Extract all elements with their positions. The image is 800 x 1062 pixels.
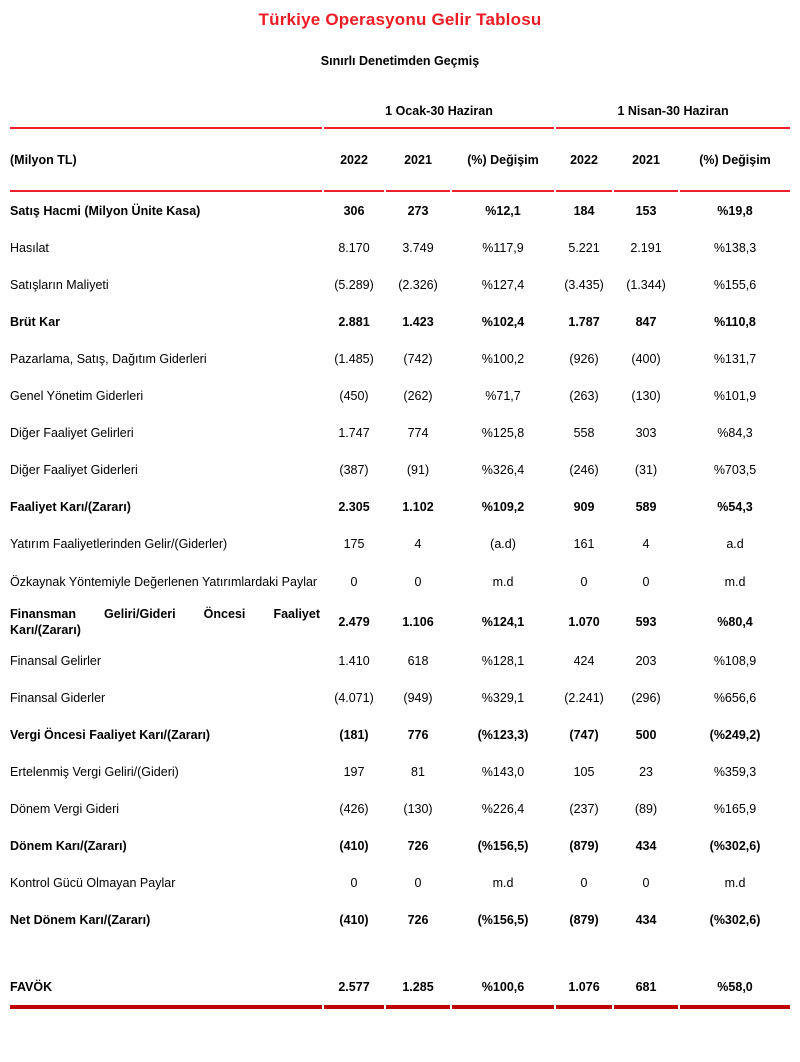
column-header-change-h1: (%) Değişim (452, 129, 554, 192)
group-header-second-quarter: 1 Nisan-30 Haziran (556, 95, 790, 129)
cell-value: (410) (339, 838, 369, 853)
cell-value: 0 (642, 575, 650, 589)
cell-value: %155,6 (713, 277, 757, 292)
cell-value: %143,0 (481, 764, 525, 779)
cell-value: %58,0 (680, 968, 790, 1009)
row-label-cell (10, 642, 322, 679)
cell-value: 105 (573, 764, 595, 779)
row-label-cell (10, 790, 322, 827)
column-header-2022-h1: 2022 (324, 129, 384, 192)
cell-value: (%123,3) (477, 727, 529, 742)
cell-value: 726 (407, 912, 429, 927)
cell-value: %100,2 (481, 351, 525, 366)
row-label: Diğer Faaliyet Giderleri (10, 462, 138, 477)
cell-value: (949) (403, 690, 433, 705)
cell-value: 774 (407, 425, 429, 440)
table-row (10, 562, 790, 602)
group-header-empty-cell (10, 95, 322, 129)
cell-value: (a.d) (490, 536, 516, 551)
cell-value: 618 (407, 653, 429, 668)
cell-value: %124,1 (481, 615, 525, 629)
cell-value: (%156,5) (477, 838, 529, 853)
table-row (10, 602, 790, 642)
cell-value: 1.747 (338, 425, 370, 440)
cell-value: 273 (407, 203, 429, 218)
cell-value: (%302,6) (709, 912, 761, 927)
table-row (10, 414, 790, 451)
table-row (10, 968, 790, 1009)
cell-value: 1.102 (402, 499, 434, 514)
cell-value: %226,4 (481, 801, 525, 816)
cell-value: (263) (569, 388, 599, 403)
row-label-cell (10, 827, 322, 864)
table-gap-cell (10, 938, 790, 968)
cell-value: 0 (642, 875, 650, 890)
row-label: Brüt Kar (10, 314, 61, 329)
cell-value: %131,7 (713, 351, 757, 366)
row-label-cell (10, 602, 322, 642)
cell-value: (400) (631, 351, 661, 366)
table-row (10, 642, 790, 679)
cell-value: m.d (492, 575, 514, 589)
row-label-cell (10, 562, 322, 602)
table-row (10, 864, 790, 901)
group-header-first-half: 1 Ocak-30 Haziran (324, 95, 554, 129)
cell-value: m.d (724, 875, 746, 890)
column-header-change-q2: (%) Değişim (680, 129, 790, 192)
cell-value: 3.749 (402, 240, 434, 255)
row-label: Yatırım Faaliyetlerinden Gelir/(Giderler) (10, 536, 228, 551)
table-row (10, 266, 790, 303)
cell-value: a.d (726, 536, 744, 551)
cell-value: %703,5 (713, 462, 757, 477)
cell-value: (%249,2) (709, 727, 761, 742)
table-row (10, 525, 790, 562)
cell-value: 203 (635, 653, 657, 668)
row-label: Dönem Karı/(Zararı) (10, 838, 127, 853)
cell-value: %84,3 (717, 425, 753, 440)
page-title: Türkiye Operasyonu Gelir Tablosu (258, 10, 542, 29)
cell-value: 2.305 (338, 499, 370, 514)
cell-value: (1.485) (334, 351, 374, 366)
row-label-cell (10, 753, 322, 790)
cell-value: %101,9 (713, 388, 757, 403)
row-label-cell (10, 229, 322, 266)
cell-value: %127,4 (481, 277, 525, 292)
cell-value: 558 (573, 425, 595, 440)
column-header-2021-h1: 2021 (386, 129, 450, 192)
table-row (10, 451, 790, 488)
cell-value: (%302,6) (709, 838, 761, 853)
cell-value: (2.326) (398, 277, 438, 292)
cell-value: (410) (339, 912, 369, 927)
table-body (10, 95, 790, 1009)
cell-value: 434 (635, 912, 657, 927)
cell-value: 175 (343, 536, 365, 551)
table-row (10, 679, 790, 716)
cell-value: (4.071) (334, 690, 374, 705)
table-row (10, 340, 790, 377)
row-label-cell (10, 266, 322, 303)
cell-value: 2.577 (324, 968, 384, 1009)
table-row (10, 229, 790, 266)
cell-value: (926) (569, 351, 599, 366)
row-label-cell (10, 303, 322, 340)
table-row (10, 303, 790, 340)
cell-value: 434 (635, 838, 657, 853)
cell-value: m.d (724, 575, 746, 589)
row-label-cell (10, 488, 322, 525)
cell-value: (2.241) (564, 690, 604, 705)
row-label: Genel Yönetim Giderleri (10, 388, 144, 403)
cell-value: %656,6 (713, 690, 757, 705)
cell-value: 306 (343, 203, 365, 218)
cell-value: 1.070 (568, 615, 600, 629)
cell-value: 424 (573, 653, 595, 668)
income-statement-table (8, 95, 792, 1009)
cell-value: 1.410 (338, 653, 370, 668)
table-row (10, 790, 790, 827)
page-subtitle: Sınırlı Denetimden Geçmiş (320, 54, 480, 68)
cell-value: %109,2 (481, 499, 525, 514)
cell-value: 197 (343, 764, 365, 779)
cell-value: 2.479 (338, 615, 370, 629)
row-label: Satışların Maliyeti (10, 277, 109, 292)
cell-value: (91) (406, 462, 430, 477)
row-label: Kontrol Gücü Olmayan Paylar (10, 875, 176, 890)
cell-value: (426) (339, 801, 369, 816)
cell-value: (742) (403, 351, 433, 366)
cell-value: (237) (569, 801, 599, 816)
cell-value: 8.170 (338, 240, 370, 255)
row-label: Diğer Faaliyet Gelirleri (10, 425, 134, 440)
cell-value: 303 (635, 425, 657, 440)
cell-value: 0 (350, 875, 358, 890)
cell-value: 847 (635, 314, 657, 329)
cell-value: %102,4 (481, 314, 525, 329)
table-row (10, 753, 790, 790)
cell-value: (879) (569, 912, 599, 927)
cell-value: %326,4 (481, 462, 525, 477)
row-label: Satış Hacmi (Milyon Ünite Kasa) (10, 203, 201, 218)
period-group-header-row (10, 95, 790, 129)
unit-label: (Milyon TL) (10, 129, 322, 192)
cell-value: 0 (580, 575, 588, 589)
cell-value: (450) (339, 388, 369, 403)
cell-value: 81 (411, 764, 425, 779)
cell-value: (89) (634, 801, 658, 816)
cell-value: 184 (573, 203, 595, 218)
cell-value: 1.787 (568, 314, 600, 329)
cell-value: %138,3 (713, 240, 757, 255)
cell-value: %359,3 (713, 764, 757, 779)
cell-value: 4 (642, 536, 650, 551)
row-label-cell (10, 716, 322, 753)
row-label-cell (10, 968, 322, 1009)
cell-value: 0 (414, 875, 422, 890)
cell-value: 1.106 (402, 615, 434, 629)
cell-value: 500 (635, 727, 657, 742)
cell-value: 5.221 (568, 240, 600, 255)
table-row (10, 488, 790, 525)
table-row (10, 827, 790, 864)
cell-value: %54,3 (717, 499, 753, 514)
row-label-cell (10, 451, 322, 488)
row-label: Ertelenmiş Vergi Geliri/(Gideri) (10, 764, 179, 779)
cell-value: %12,1 (485, 203, 521, 218)
cell-value: %100,6 (452, 968, 554, 1009)
cell-value: %108,9 (713, 653, 757, 668)
cell-value: 4 (414, 536, 422, 551)
column-header-2022-q2: 2022 (556, 129, 612, 192)
cell-value: %329,1 (481, 690, 525, 705)
cell-value: 0 (414, 575, 422, 589)
cell-value: 153 (635, 203, 657, 218)
cell-value: (879) (569, 838, 599, 853)
cell-value: 2.881 (338, 314, 370, 329)
row-label-cell (10, 679, 322, 716)
cell-value: %128,1 (481, 653, 525, 668)
cell-value: %71,7 (485, 388, 521, 403)
cell-value: (296) (631, 690, 661, 705)
row-label: Dönem Vergi Gideri (10, 801, 120, 816)
cell-value: 0 (350, 575, 358, 589)
row-label: Vergi Öncesi Faaliyet Karı/(Zararı) (10, 727, 211, 742)
table-row (10, 901, 790, 938)
column-header-2021-q2: 2021 (614, 129, 678, 192)
column-header-row (10, 129, 790, 192)
cell-value: 909 (573, 499, 595, 514)
cell-value: (5.289) (334, 277, 374, 292)
cell-value: (130) (631, 388, 661, 403)
cell-value: 776 (407, 727, 429, 742)
row-label: Özkaynak Yöntemiyle Değerlenen Yatırımlardaki Paylar (10, 575, 318, 589)
cell-value: %19,8 (717, 203, 753, 218)
row-label-cell (10, 901, 322, 938)
table-row (10, 192, 790, 229)
cell-value: (262) (403, 388, 433, 403)
cell-value: 2.191 (630, 240, 662, 255)
table-row (10, 716, 790, 753)
cell-value: 1.076 (556, 968, 612, 1009)
row-label: Finansal Giderler (10, 690, 106, 705)
cell-value: 23 (639, 764, 653, 779)
cell-value: 726 (407, 838, 429, 853)
cell-value: 593 (635, 615, 657, 629)
cell-value: (3.435) (564, 277, 604, 292)
cell-value: %117,9 (482, 240, 524, 255)
cell-value: (246) (569, 462, 599, 477)
row-label-cell (10, 525, 322, 562)
cell-value: (747) (569, 727, 599, 742)
row-label: Finansman Geliri/Gideri Öncesi Faaliyet Karı/(Zararı) (10, 607, 320, 637)
cell-value: (130) (403, 801, 433, 816)
cell-value: (181) (339, 727, 369, 742)
row-label-cell (10, 377, 322, 414)
cell-value: 589 (635, 499, 657, 514)
cell-value: m.d (492, 875, 514, 890)
row-label-cell (10, 192, 322, 229)
row-label-cell (10, 864, 322, 901)
cell-value: %165,9 (713, 801, 757, 816)
cell-value: (31) (634, 462, 658, 477)
cell-value: 1.423 (402, 314, 434, 329)
cell-value: (%156,5) (477, 912, 529, 927)
row-label: FAVÖK (10, 979, 53, 994)
cell-value: %110,8 (714, 314, 756, 329)
cell-value: %80,4 (717, 615, 753, 629)
row-label-cell (10, 414, 322, 451)
row-label-cell (10, 340, 322, 377)
row-label: Net Dönem Karı/(Zararı) (10, 912, 151, 927)
cell-value: 681 (614, 968, 678, 1009)
row-label: Faaliyet Karı/(Zararı) (10, 499, 131, 514)
cell-value: 0 (580, 875, 588, 890)
cell-value: 1.285 (386, 968, 450, 1009)
cell-value: 161 (573, 536, 595, 551)
cell-value: (387) (339, 462, 369, 477)
cell-value: %125,8 (481, 425, 525, 440)
row-label: Finansal Gelirler (10, 653, 102, 668)
row-label: Pazarlama, Satış, Dağıtım Giderleri (10, 351, 207, 366)
cell-value: (1.344) (626, 277, 666, 292)
table-gap-row (10, 938, 790, 968)
table-row (10, 377, 790, 414)
row-label: Hasılat (10, 240, 49, 255)
